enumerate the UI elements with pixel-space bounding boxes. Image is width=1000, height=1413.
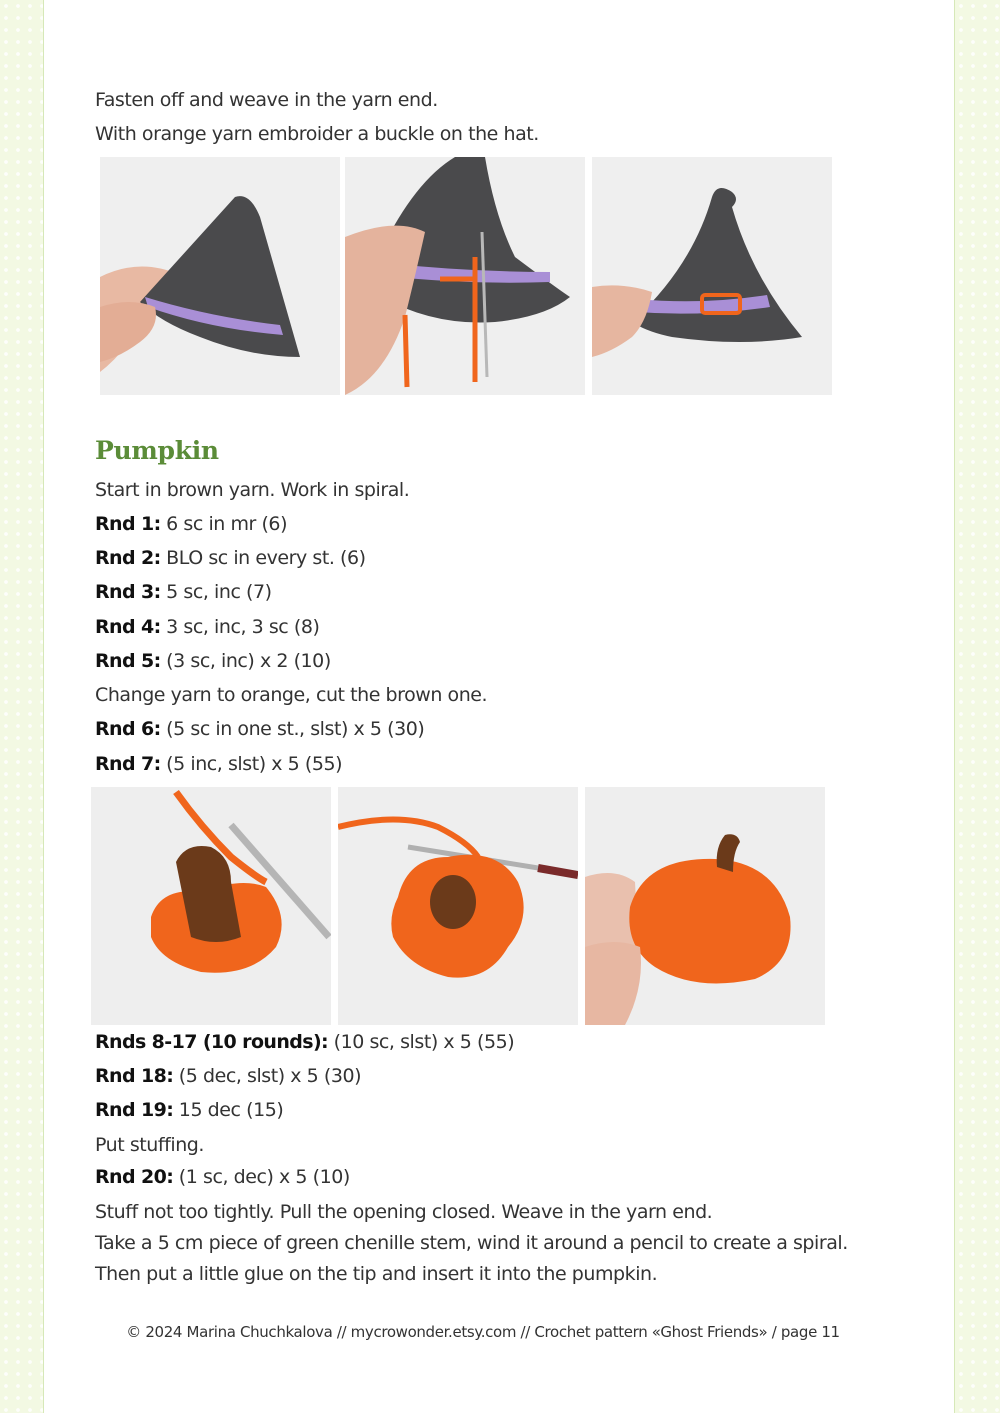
round-label: Rnd 6: [95,718,161,740]
round-text: (5 dec, slst) x 5 (30) [173,1065,362,1087]
round-1 [95,512,287,536]
round-6 [95,717,424,741]
finished-pumpkin-image [585,787,825,1025]
round-label: Rnd 20: [95,1166,174,1188]
round-label: Rnd 2: [95,547,161,569]
closing-line-1: Stuff not too tightly. Pull the opening closed. Weave in the yarn end. [95,1201,713,1223]
round-text: (3 sc, inc) x 2 (10) [160,650,331,672]
intro-line-2: With orange yarn embroider a buckle on the hat. [95,123,539,145]
hat-photo-1 [100,157,340,395]
pumpkin-photo-2 [338,787,578,1025]
round-text: 15 dec (15) [173,1099,284,1121]
round-text: (1 sc, dec) x 5 (10) [173,1166,350,1188]
round-text: (10 sc, slst) x 5 (55) [328,1031,515,1053]
stem-and-base-image [91,787,331,1025]
round-label: Rnd 7: [95,753,161,775]
intro-line-1: Fasten off and weave in the yarn end. [95,89,438,111]
closing-line-2: Take a 5 cm piece of green chenille stem, wind it around a pencil to create a spiral. [95,1232,848,1254]
hat-with-band-image [100,157,340,395]
round-label: Rnd 4: [95,616,161,638]
round-text: 3 sc, inc, 3 sc (8) [160,616,320,638]
round-text: BLO sc in every st. (6) [160,547,366,569]
round-text: 5 sc, inc (7) [160,581,272,603]
pumpkin-photo-3 [585,787,825,1025]
round-label: Rnd 1: [95,513,161,535]
round-3 [95,580,272,604]
round-text: (5 sc in one st., slst) x 5 (30) [160,718,425,740]
finished-hat-image [592,157,832,395]
change-yarn-note: Change yarn to orange, cut the brown one. [95,684,488,706]
round-label: Rnd 5: [95,650,161,672]
round-5 [95,649,331,673]
round-text: (5 inc, slst) x 5 (55) [160,753,343,775]
round-label: Rnds 8-17 (10 rounds): [95,1031,329,1053]
round-text: 6 sc in mr (6) [160,513,288,535]
round-4 [95,615,319,639]
round-label: Rnd 18: [95,1065,174,1087]
hat-photo-3 [592,157,832,395]
pumpkin-photo-1 [91,787,331,1025]
page-footer: © 2024 Marina Chuchkalova // mycrowonder.etsy.com // Crochet pattern «Ghost Friends» / page 11 [126,1323,840,1341]
round-19 [95,1098,283,1122]
section-intro: Start in brown yarn. Work in spiral. [95,479,410,501]
round-label: Rnd 19: [95,1099,174,1121]
round-7 [95,752,342,776]
hat-photo-2 [345,157,585,395]
section-title: Pumpkin [95,436,219,465]
round-20 [95,1165,350,1189]
round-8-17 [95,1030,514,1054]
round-18 [95,1064,361,1088]
flower-top-view-image [338,787,578,1025]
page-margin-right [954,0,1000,1413]
stuffing-note: Put stuffing. [95,1134,204,1156]
round-label: Rnd 3: [95,581,161,603]
closing-line-3: Then put a little glue on the tip and insert it into the pumpkin. [95,1263,658,1285]
round-2 [95,546,366,570]
embroidering-buckle-image [345,157,585,395]
page-margin-left [0,0,44,1413]
